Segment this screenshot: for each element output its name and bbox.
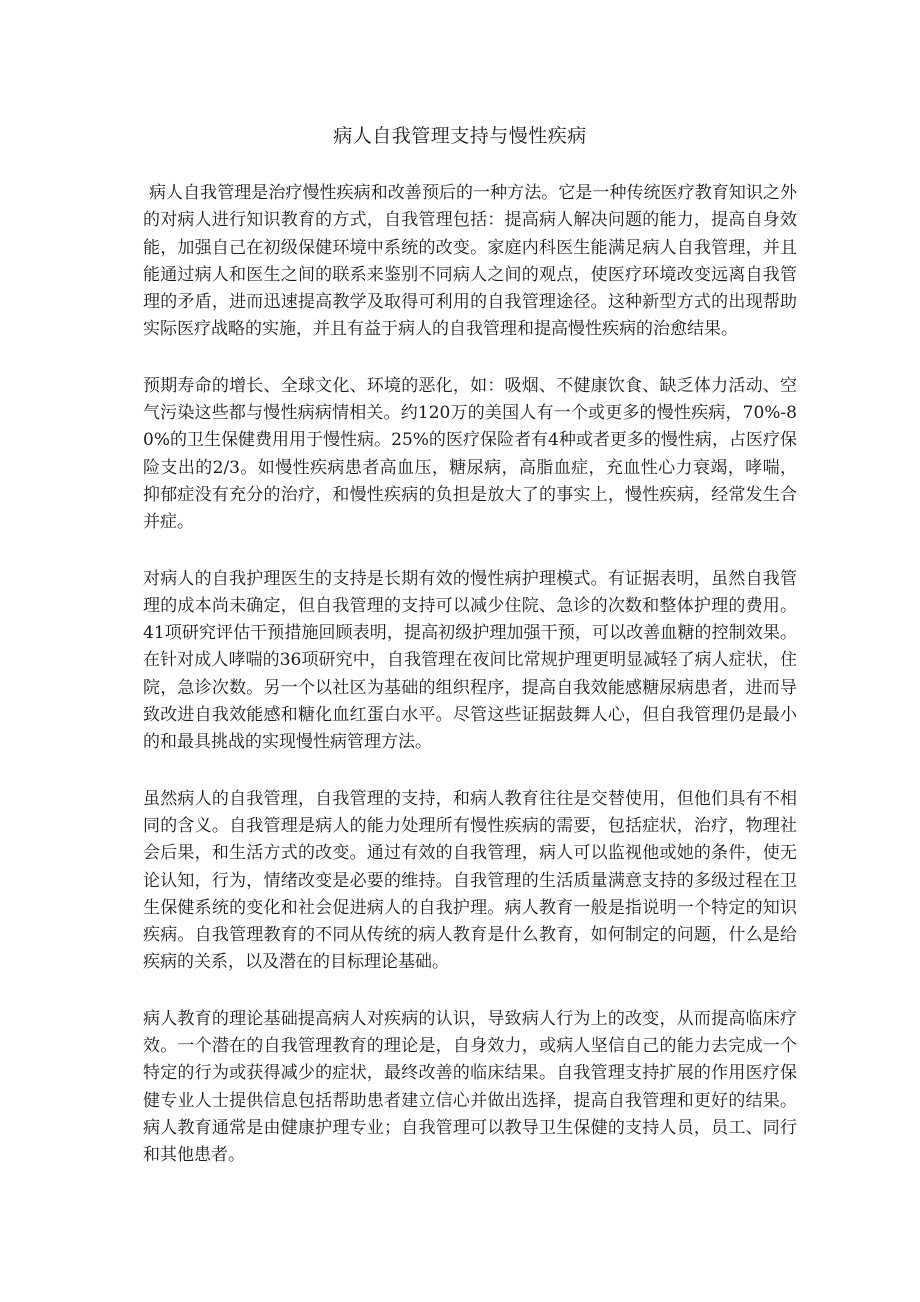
paragraph: 虽然病人的自我管理，自我管理的支持，和病人教育往往是交替使用，但他们具有不相同的含义。自我管理是病人的能力处理所有慢性疾病的需要，包括症状，治疗，物理社会后果，和生活方式的改变。通过有效的自我管理，病人可以监视他或她的条件，使无论认知，行为，情绪改变是必要的维持。自我管理的生活质量满意支持的多级过程在卫生保健系统的变化和社会促进病人的自我护理。病人教育一般是指说明一个特定的知识疾病。自我管理教育的不同从传统的病人教育是什么教育，如何制定的问题，什么是给疾病的关系，以及潜在的目标理论基础。 (143, 788, 797, 973)
paragraph: 病人教育的理论基础提高病人对疾病的认识，导致病人行为上的改变，从而提高临床疗效。一个潜在的自我管理教育的理论是，自身效力，或病人坚信自己的能力去完成一个特定的行为或获得减少的症状，最终改善的临床结果。自我管理支持扩展的作用医疗保健专业人士提供信息包括帮助患者建立信心并做出选择，提高自我管理和更好的结果。病人教育通常是由健康护理专业；自我管理可以教导卫生保健的支持人员，员工、同行和其他患者。 (143, 1008, 797, 1166)
document-title: 病人自我管理支持与慢性疾病 (333, 125, 587, 147)
paragraph: 对病人的自我护理医生的支持是长期有效的慢性病护理模式。有证据表明，虽然自我管理的成本尚未确定，但自我管理的支持可以减少住院、急诊的次数和整体护理的费用。41项研究评估干预措施回顾表明，提高初级护理加强干预，可以改善血糖的控制效果。在针对成人哮喘的36项研究中，自我管理在夜间比常规护理更明显减轻了病人症状，住院，急诊次数。另一个以社区为基础的组织程序，提高自我效能感糖尿病患者，进而导致改进自我效能感和糖化血红蛋白水平。尽管这些证据鼓舞人心，但自我管理仍是最小的和最具挑战的实现慢性病管理方法。 (143, 568, 797, 753)
document-body (143, 180, 797, 1199)
paragraph: 病人自我管理是治疗慢性疾病和改善预后的一种方法。它是一种传统医疗教育知识之外的对病人进行知识教育的方式，自我管理包括：提高病人解决问题的能力，提高自身效能，加强自己在初级保健环境中系统的改变。家庭内科医生能满足病人自我管理，并且能通过病人和医生之间的联系来鉴别不同病人之间的观点，使医疗环境改变远离自我管理的矛盾，进而迅速提高教学及取得可利用的自我管理途径。这种新型方式的出现帮助实际医疗战略的实施，并且有益于病人的自我管理和提高慢性疾病的治愈结果。 (143, 183, 797, 340)
paragraph: 预期寿命的增长、全球文化、环境的恶化，如：吸烟、不健康饮食、缺乏体力活动、空气污染这些都与慢性病病情相关。约120万的美国人有一个或更多的慢性疾病，70%-80%的卫生保健费用用于慢性病。25%的医疗保险者有4种或者更多的慢性病，占医疗保险支出的2/3。如慢性疾病患者高血压，糖尿病，高脂血症，充血性心力衰竭，哮喘，抑郁症没有充分的治疗，和慢性疾病的负担是放大了的事实上，慢性疾病，经常发生合并症。 (143, 375, 797, 533)
